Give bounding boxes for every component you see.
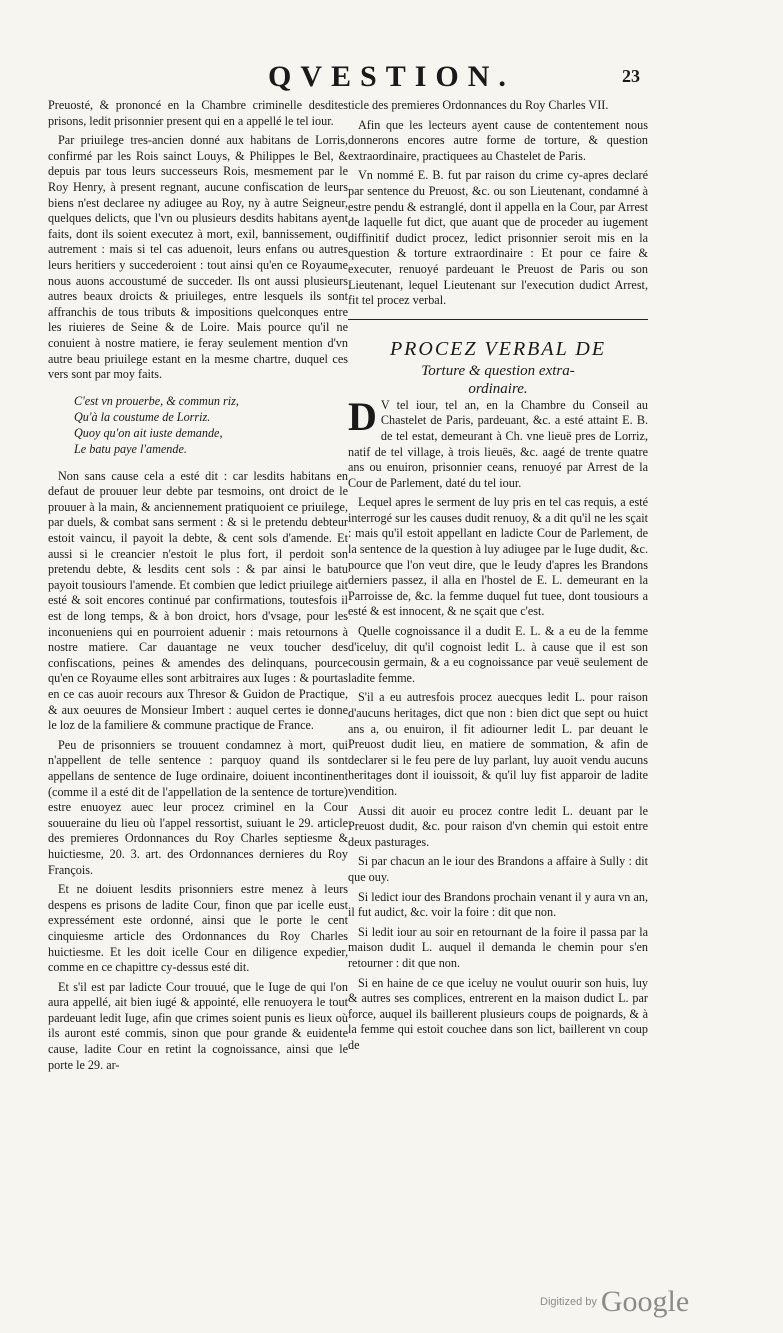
section-subtitle: Torture & question extra- — [421, 362, 575, 379]
paragraph: S'il a eu autresfois procez auecques ledit L. pour raison d'aucuns heritages, dict que non : bien dict que sept ou huict ans a, ou enuiron, il fit adiourner ledit L. par deuant le Preuost dudit lieu, en matiere de sommation, & afin de declarer si le feu pere de luy parlant, luy auoit vendu aucuns heritages dont il iouissoit, & qu'il luy fist apparoir de ladite vendition. — [348, 690, 648, 798]
paragraph: Si par chacun an le iour des Brandons a affaire à Sully : dit que ouy. — [348, 854, 648, 884]
paragraph: Afin que les lecteurs ayent cause de contentement nous donnerons encores autre forme de torture, & question extraordinaire, practiquees au Chastelet de Paris. — [348, 117, 648, 163]
paragraph: Et ne doiuent lesdits prisonniers estre menez à leurs despens es prisons de ladite Cour, finon que par icelle eust expressément este ordonné, ainsi que le porte le cent cinquiesme article des Ordonnances du Roy Charles huictiesme. Et les doit icelle Cour en diligence expedier, comme en ce chapittre cy-dessus esté dit. — [48, 882, 348, 975]
left-column — [48, 98, 348, 1077]
section-subtitle: ordinaire. — [468, 380, 528, 397]
paragraph: Quelle cognoissance il a dudit E. L. & a eu de la femme d'iceluy, dit qu'il cognoist ledit L. à cause que il est son cousin germain, & a eu cognoissance par veuë seulement de ladite femme. — [348, 624, 648, 685]
paragraph: Si ledict iour des Brandons prochain venant il y aura vn an, il fut audict, &c. voir la foire : dit que non. — [348, 889, 648, 920]
verse-line: C'est vn prouerbe, & commun riz, — [74, 393, 239, 408]
paragraph: Par priuilege tres-ancien donné aux habitans de Lorris, confirmé par les Rois sainct Louys, & Philippes le Bel, & depuis par tous leurs successeurs Rois, mesmement par le Roy Henry, à present regnant, aucune confiscation de leurs biens n'est declaree ny adiugee au Roy, ny à autre Seigneur, quelques delicts, que l'vn ou plusieurs desdits habitans ayent faits, dont ils soient executez à mort, exil, bannissement, ou autrement : mais si tel cas aduenoit, leurs enfans ou autres leurs heritiers y succederoient : tout ainsi qu'en ce Royaume nous auons accoustumé de succeder. Ils ont aussi plusieurs autres beaux droicts & priuileges, entre lesquels ils sont affranchis de tous tributs & impositions quelconques entre les riuieres de Seine & de Loire. Mais pource qu'il ne conuient à nostre matiere, ie feray seulement mention d'vn autre beau priuilege estant en la mesme chartre, duquel ces vers sont par moy faits. — [48, 133, 348, 382]
google-logo: Google — [600, 1285, 690, 1318]
paragraph: Si en haine de ce que iceluy ne voulut ouurir son huis, luy & autres ses complices, entrerent en la maison dudict L. par force, auquel ils baillerent plusieurs coups de poignards, & à la femme qui estoit couchee dans son lict, baillerent vn coup de — [348, 975, 648, 1052]
section-divider — [348, 319, 648, 320]
opening-text: V tel iour, tel an, en la Chambre du Conseil au Chastelet de Paris, pardeuant, &c. a esté attaint E. B. de tel estat, demeurant à Ch. vne lieuë pres de Lorriz, natif de tel village, à trois lieuës, &c. aagé de trente quatre ans ou enuiron, prisonnier ceans, renuoyé par Arrest de la Cour de Parlement, daté du tel iour. — [348, 397, 648, 490]
page-number: 23 — [622, 66, 640, 86]
right-column — [348, 98, 648, 1057]
paragraph: Si ledit iour au soir en retournant de la foire il passa par la maison dudit L. auquel il demanda le chemin pour s'en retourner : dit que non. — [348, 924, 648, 970]
paragraph: Preuosté, & prononcé en la Chambre criminelle desdites prisons, ledit prisonnier present qui en a appellé le tel iour. — [48, 98, 348, 128]
paragraph: Peu de prisonniers se trouuent condamnez à mort, qui n'appellent de telle sentence : parquoy quand ils sont appellans de sentence de Iuge ordinaire, doiuent incontinent (comme il a esté dit de l'appellation de la sentence de torture) estre enuoyez auec leur procez criminel en la Cour souueraine du lieu où l'appel ressortist, suiuant le 29. article des premieres Ordonnances du Roy Charles septiesme & huictiesme, 20. 3. art. des Ordonnances dernieres du Roy François. — [48, 737, 348, 877]
verse-line: Le batu paye l'amende. — [74, 441, 187, 456]
digitized-watermark — [540, 1285, 689, 1319]
paragraph: Non sans cause cela a esté dit : car lesdits habitans en defaut de prouuer leur debte par tesmoins, ont droict de le prouuer à la main, & anciennement pratiquoient ce priuilege, par duels, & combat sans serment : & si le pretendu debteur estoit vaincu, il payoit la debte, & cent sols d'amende. Et aussi si le creancier n'estoit le plus fort, il perdoit son pretendu debte, & lesdits cent sols : & par ainsi le batu payoit tousiours l'amende. Et combien que ledict priuilege ait esté & soit encores continué par confirmations, toutesfois il est de long temps, & à bon droict, hors d'vsage, pour les inconueniens qui en pourroient aduenir : mais retournons à nostre matiere. Car dauantage ne veux toucher des confiscations, peines & amendes des delinquans, pource qu'en ce Royaume elles sont arbitraires aux Iuges : & pourtas en ce cas auoir recours aux Thresor & Guidon de Practique, & aux oeuures de Monsieur Imbert : auquel certes ie donne le loz de la familiere & commune practique de France. — [48, 468, 348, 733]
running-title: QVESTION. — [268, 60, 515, 93]
verse — [74, 393, 348, 457]
paragraph: Vn nommé E. B. fut par raison du crime cy-apres declaré par sentence du Preuost, &c. ou son Lieutenant, condamné à estre pendu & estranglé, dont il appella en la Cour, par Arrest de laquelle fut dict, que auant que de proceder au iugement diffinitif dudict procez, ledict prisonnier seroit mis en la question & torture extraordinaire : Et pour ce faire & executer, renuoyé pardeuant le Preuost de Paris ou son Lieutenant, lequel Lieutenant sur l'execution dudict Arrest, fit tel procez verbal. — [348, 168, 648, 308]
opening-paragraph — [348, 393, 648, 492]
watermark-prefix: Digitized by — [540, 1296, 597, 1308]
paragraph: Aussi dit auoir eu procez contre ledit L. deuant par le Preuost dudit, &c. pour raison d'vn chemin qui estoit entre deux pasturages. — [348, 803, 648, 849]
drop-cap: D — [348, 393, 377, 439]
verse-line: Quoy qu'on ait iuste demande, — [74, 425, 223, 440]
paragraph: Et s'il est par ladicte Cour trouué, que le Iuge de qui l'on aura appellé, ait bien iugé & appointé, elle renuoyera le tout pardeuant ledit Iuge, afin que crimes soient punis es lieux où ils auront esté commis, sinon que pour grande & euidente cause, ladite Cour en retint la cognoissance, ainsi que le porte le 29. ar- — [48, 979, 348, 1072]
paragraph: Lequel apres le serment de luy pris en tel cas requis, a esté interrogé sur les causes dudit renuoy, & a dit qu'il ne les sçait : mais qu'il estoit appellant en ladicte Cour de Parlement, de la sentence de la question à luy adiugee par le Iuge dudit, &c. pource que l'on veut dire, que le Ieudy d'apres les Brandons derniers passez, il alla en l'hostel de E. L. demeurant en la Parroisse de, &c. la femme duquel fut tuee, dont tousiours a esté & est innocent, & ne sçait que c'est. — [348, 495, 648, 619]
paragraph: ticle des premieres Ordonnances du Roy Charles VII. — [348, 98, 609, 112]
section-title: PROCEZ VERBAL DE — [389, 337, 607, 360]
verse-line: Qu'à la coustume de Lorriz. — [74, 409, 211, 424]
